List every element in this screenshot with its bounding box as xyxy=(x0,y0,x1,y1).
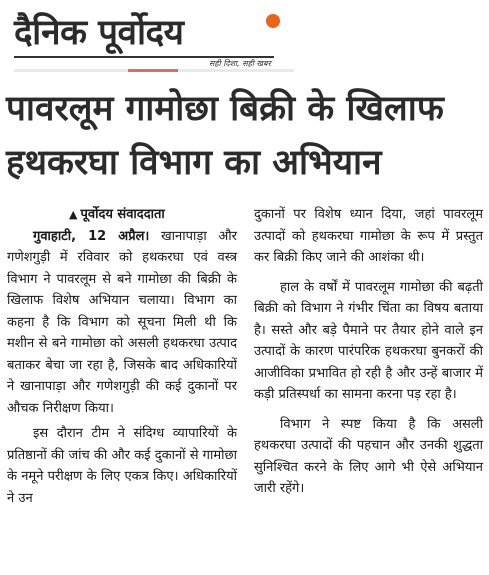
paragraph-3: हाल के वर्षों में पावरलूम गामोछा की बढ़ती बिक्री को विभाग ने गंभीर चिंता का विषय बताया है। सस्ते और बड़े पैमाने पर तैयार होने वाले इन उत्पादों के कारण पारंपरिक हथकरघा बुनकरों की आजीविका प्रभावित हो रही है और उन्हें बाजार में कड़ी प्रतिस्पर्धा का सामना करना पड़ रहा है। xyxy=(254,279,483,402)
byline xyxy=(7,204,237,226)
paragraph-2-start: इस दौरान टीम ने संदिग्ध व्यापारियों के प्रतिष्ठानों की जांच की और कई दुकानों से गामोछा के नमूने परीक्षण के लिए एकत्र किए। अधिकारियों ने उन xyxy=(7,426,237,506)
article-column-left xyxy=(7,204,237,509)
paragraph-1-body: खानापाड़ा और गणेशगुड़ी में रविवार को हथकरघा एवं वस्त्र विभाग ने पावरलूम से बने गामोछा की बिक्री के खिलाफ विशेष अभियान चलाया। विभाग का कहना है कि विभाग को सूचना मिली थी कि मशीन से बने गामोछा को असली हथकरघा उत्पाद बताकर बेचा जा रहा है, जिसके बाद अधिकारियों ने खानापाड़ा और गणेशगुड़ी की कई दुकानों पर औचक निरीक्षण किया। xyxy=(7,228,237,416)
newspaper-logo: दैनिक पूर्वोदय xyxy=(14,13,184,53)
headline-line-1: पावरलूम गामोछा बिक्री के खिलाफ xyxy=(6,89,444,129)
logo-sun-dot xyxy=(266,14,280,28)
byline-text: पूर्वोदय संवाददाता xyxy=(80,207,165,222)
headline-line-2: हथकरघा विभाग का अभियान xyxy=(6,143,382,183)
triangle-icon: ▲ xyxy=(69,208,78,221)
masthead-strip-accent xyxy=(128,69,178,72)
article-column-right xyxy=(254,204,483,500)
paragraph-2-continued: दुकानों पर विशेष ध्यान दिया, जहां पावरलूम उत्पादों को हथकरघा गामोछा के रूप में प्रस्तुत कर बिक्री किए जाने की आशंका थी। xyxy=(254,207,483,265)
paragraph-4: विभाग ने स्पष्ट किया है कि असली हथकरघा उत्पादों की पहचान और उनकी शुद्धता सुनिश्चित करने के लिए आगे भी ऐसे अभियान जारी रहेंगे। xyxy=(254,416,483,496)
dateline: गुवाहाटी, 12 अप्रैल। xyxy=(33,228,150,244)
masthead xyxy=(14,6,276,72)
paragraph-1 xyxy=(7,226,237,420)
masthead-tagline: सही दिशा, सही खबर xyxy=(209,59,271,68)
